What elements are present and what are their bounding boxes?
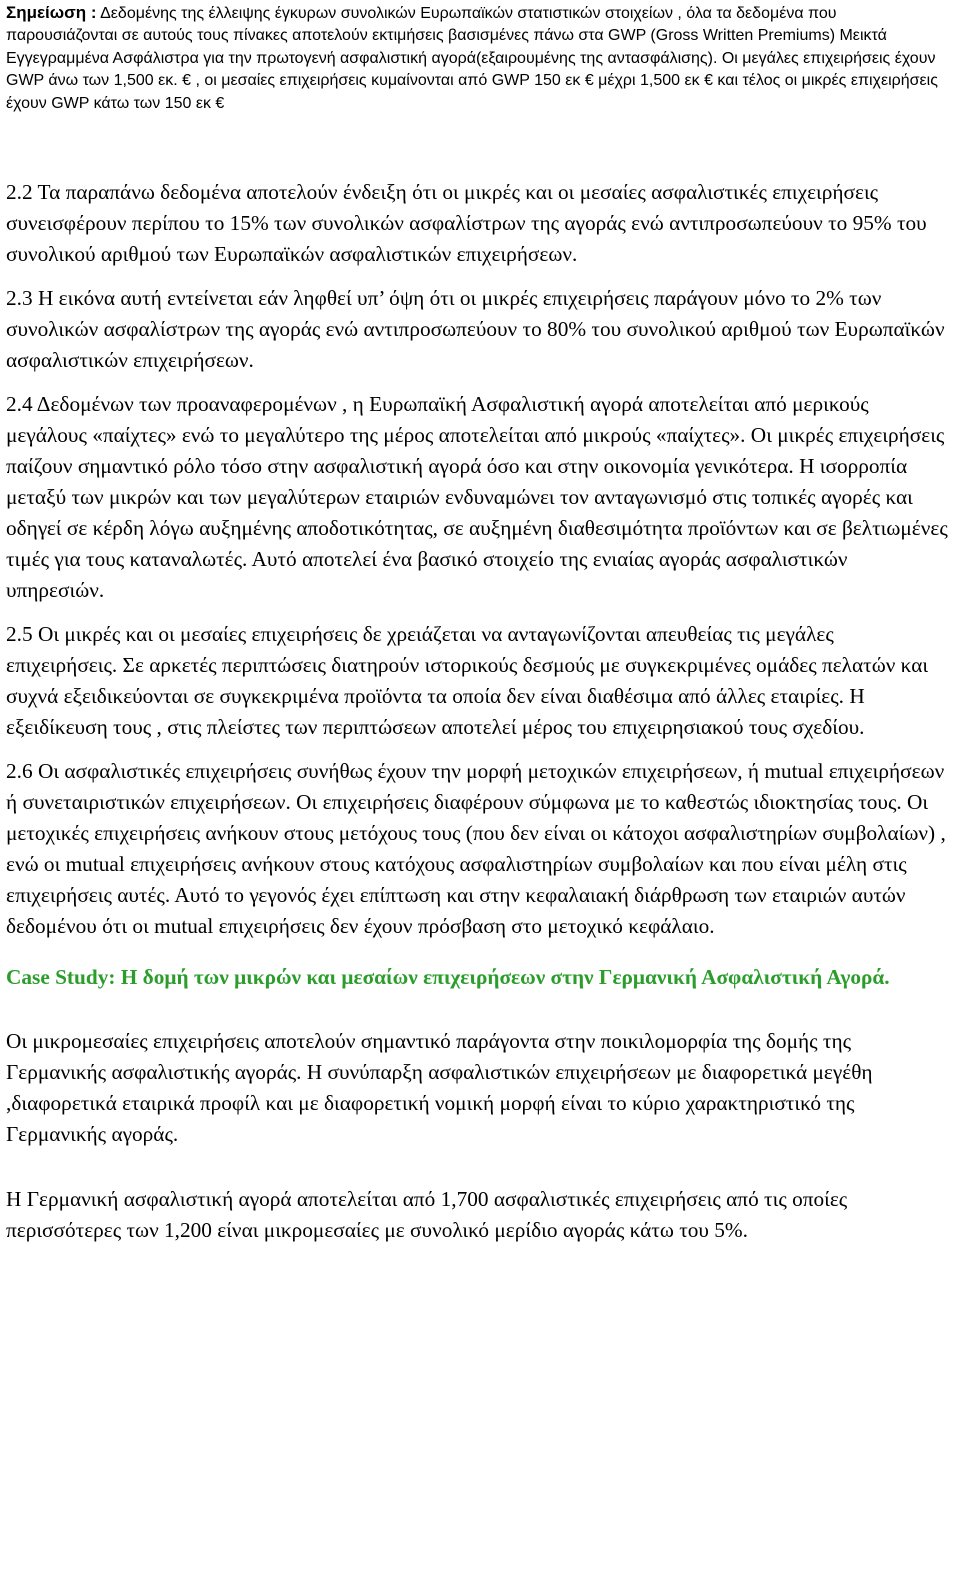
case-study-intro: Οι μικρομεσαίες επιχειρήσεις αποτελούν σημαντικό παράγοντα στην ποικιλομορφία της δομής της Γερμανικής ασφαλιστικής αγοράς. Η συνύπαρξη ασφαλιστικών επιχειρήσεων με διαφορετικά μεγέθη ,διαφορετικά εταιρικά προφίλ και με διαφορετική νομική μορφή είναι το κύριο χαρακτηριστικό της Γερμανικής αγοράς. — [6, 1029, 873, 1147]
footnote-label: Σημείωση : — [6, 3, 97, 22]
case-study-heading: Case Study: Η δομή των μικρών και μεσαίων επιχειρήσεων στην Γερμανική Ασφαλιστική Αγορά. — [6, 965, 890, 990]
german-market-paragraph: Η Γερμανική ασφαλιστική αγορά αποτελείται από 1,700 ασφαλιστικές επιχειρήσεις από τις οποίες περισσότερες των 1,200 είναι μικρομεσαίες με συνολικό μερίδιο αγοράς κάτω του 5%. — [6, 1187, 848, 1243]
footnote — [6, 0, 950, 115]
footnote-text: Δεδομένης της έλλειψης έγκυρων συνολικών Ευρωπαϊκών στατιστικών στοιχείων , όλα τα δεδομένα που παρουσιάζονται σε αυτούς τους πίνακες αποτελούν εκτιμήσεις βασισμένες πάνω στα GWP (Gross Written Premiums) Μεικτά Εγγεγραμμένα Ασφάλιστρα για την πρωτογενή ασφαλιστική αγορά(εξαιρουμένης της αντασφάλισης). Οι μεγάλες επιχειρήσεις έχουν GWP άνω των 1,500 εκ. € , οι μεσαίες επιχειρήσεις κυμαίνονται από GWP 150 εκ € μέχρι 1,500 εκ € και τέλος οι μικρές επιχειρήσεις έχουν GWP κάτω των 150 εκ € — [6, 5, 938, 112]
paragraph-2-2: 2.2 Τα παραπάνω δεδομένα αποτελούν ένδειξη ότι οι μικρές και οι μεσαίες ασφαλιστικές επιχειρήσεις συνεισφέρουν περίπου το 15% των συνολικών ασφαλίστρων της αγοράς ενώ αντιπροσωπεύουν το 95% του συνολικού αριθμού των Ευρωπαϊκών ασφαλιστικών επιχειρήσεων. — [6, 180, 927, 267]
paragraph-2-3: 2.3 Η εικόνα αυτή εντείνεται εάν ληφθεί υπ’ όψη ότι οι μικρές επιχειρήσεις παράγουν μόνο το 2% των συνολικών ασφαλίστρων της αγοράς ενώ αντιπροσωπεύουν το 80% του συνολικού αριθμού των Ευρωπαϊκών ασφαλιστικών επιχειρήσεων. — [6, 286, 945, 373]
paragraph-2-5: 2.5 Οι μικρές και οι μεσαίες επιχειρήσεις δε χρειάζεται να ανταγωνίζονται απευθείας τις μεγάλες επιχειρήσεις. Σε αρκετές περιπτώσεις διατηρούν ιστορικούς δεσμούς με συγκεκριμένες ομάδες πελατών και συχνά εξειδικεύονται σε συγκεκριμένα προϊόντα τα οποία δεν είναι διαθέσιμα από άλλες εταιρίες. Η εξειδίκευση τους , στις πλείστες των περιπτώσεων αποτελεί μέρος του επιχειρησιακού τους σχεδίου. — [6, 622, 929, 740]
document-page — [6, 0, 950, 1246]
paragraph-2-4: 2.4 Δεδομένων των προαναφερομένων , η Ευρωπαϊκή Ασφαλιστική αγορά αποτελείται από μερικούς μεγάλους «παίχτες» ενώ το μεγαλύτερο της μέρος αποτελείται από μικρούς «παίχτες». Οι μικρές επιχειρήσεις παίζουν σημαντικό ρόλο τόσο στην ασφαλιστική αγορά όσο και στην οικονομία γενικότερα. Η ισορροπία μεταξύ των μικρών και των μεγαλύτερων εταιριών ενδυναμώνει τον ανταγωνισμό στις τοπικές αγορές και οδηγεί σε κέρδη λόγω αυξημένης αποδοτικότητας, σε αυξημένη διαθεσιμότητα προϊόντων και σε βελτιωμένες τιμές για τους καταναλωτές. Αυτό αποτελεί ένα βασικό στοιχείο της ενιαίας αγοράς ασφαλιστικών υπηρεσιών. — [6, 392, 948, 603]
paragraph-2-6: 2.6 Οι ασφαλιστικές επιχειρήσεις συνήθως έχουν την μορφή μετοχικών επιχειρήσεων, ή mutual επιχειρήσεων ή συνεταιριστικών επιχειρήσεων. Οι επιχειρήσεις διαφέρουν σύμφωνα με το καθεστώς ιδιοκτησίας τους. Οι μετοχικές επιχειρήσεις ανήκουν στους μετόχους τους (που δεν είναι οι κάτοχοι ασφαλιστηρίων συμβολαίων) , ενώ οι mutual επιχειρήσεις ανήκουν στους κατόχους ασφαλιστηρίων συμβολαίων και που είναι μέλη στις επιχειρήσεις αυτές. Αυτό το γεγονός έχει επίπτωση και στην κεφαλαιακή διάρθρωση των εταιριών αυτών δεδομένου ότι οι mutual επιχειρήσεις δεν έχουν πρόσβαση στο μετοχικό κεφάλαιο. — [6, 759, 946, 939]
